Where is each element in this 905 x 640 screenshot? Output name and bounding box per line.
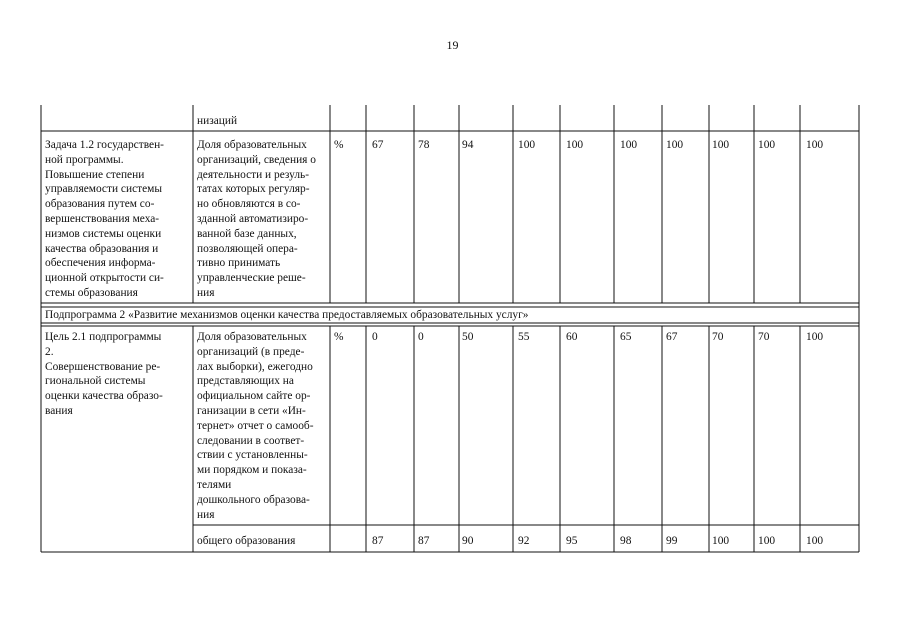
- task-1-2-value-7: 100: [666, 139, 684, 151]
- goal-2-1-unit: %: [334, 331, 344, 343]
- task-1-2-value-10: 100: [806, 139, 824, 151]
- general-education-value-5: 95: [566, 535, 578, 547]
- goal-2-1-value-8: 70: [712, 331, 724, 343]
- goal-2-1-value-3: 50: [462, 331, 474, 343]
- task-1-2-value-2: 78: [418, 139, 430, 151]
- general-education-value-6: 98: [620, 535, 632, 547]
- general-education-indicator: общего образования: [197, 535, 296, 547]
- task-1-2-value-8: 100: [712, 139, 730, 151]
- task-1-2-value-3: 94: [462, 139, 474, 151]
- task-1-2-value-9: 100: [758, 139, 776, 151]
- general-education-value-3: 90: [462, 535, 474, 547]
- goal-2-1-value-2: 0: [418, 331, 424, 343]
- goal-2-1-value-10: 100: [806, 331, 824, 343]
- task-1-2-value-5: 100: [566, 139, 584, 151]
- task-1-2-value-6: 100: [620, 139, 638, 151]
- task-1-2-unit: %: [334, 139, 344, 151]
- general-education-value-1: 87: [372, 535, 384, 547]
- task-1-2-value-1: 67: [372, 139, 384, 151]
- general-education-value-10: 100: [806, 535, 824, 547]
- general-education-value-4: 92: [518, 535, 530, 547]
- general-education-value-2: 87: [418, 535, 430, 547]
- goal-2-1-value-9: 70: [758, 331, 770, 343]
- goal-2-1-value-4: 55: [518, 331, 530, 343]
- goal-2-1-value-1: 0: [372, 331, 378, 343]
- task-1-2-value-4: 100: [518, 139, 536, 151]
- subprogram-2-title: Подпрограмма 2 «Развитие механизмов оценки качества предоставляемых образовательных услуг»: [45, 309, 529, 321]
- goal-2-1-value-7: 67: [666, 331, 678, 343]
- general-education-value-8: 100: [712, 535, 730, 547]
- goal-2-1-text: Цель 2.1 подпрограммы 2. Совершенствование ре- гиональной системы оценки качества образо- вания: [45, 331, 163, 417]
- page-number: 19: [446, 38, 459, 52]
- task-1-2-goal: Задача 1.2 государствен- ной программы. Повышение степени управляемости системы образования путем со- вершенствования меха- низмов системы оценки качества образования и обеспечения информа- ционной открытости си- стемы образования: [45, 139, 164, 299]
- goal-2-1-indicator: Доля образовательных организаций (в преде- лах выборки), ежегодно представляющих на официальном сайте ор- ганизации в сети «Ин- тернет» отчет о самооб- следовании в соответ- ствии с установленны- ми порядком и показа- телями дошкольного образова- ния: [197, 331, 314, 521]
- general-education-value-9: 100: [758, 535, 776, 547]
- task-1-2-indicator: Доля образовательных организаций, сведения о деятельности и резуль- татах которых регуляр- но обновляются в со- зданной автоматизиро- ванной базе данных, позволяющей опера- тивно принимать управленческие реше- ния: [197, 139, 316, 299]
- general-education-value-7: 99: [666, 535, 678, 547]
- goal-2-1-value-6: 65: [620, 331, 632, 343]
- indicator-tail: низаций: [197, 115, 238, 127]
- goal-2-1-value-5: 60: [566, 331, 578, 343]
